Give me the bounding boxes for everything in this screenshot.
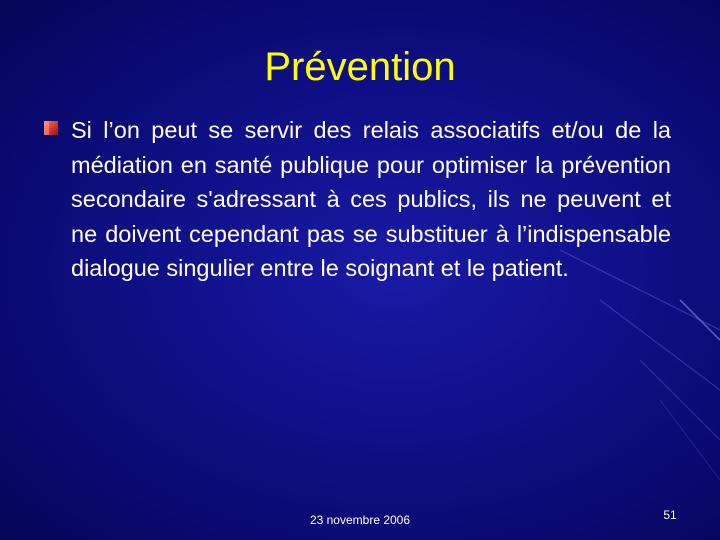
square-bullet-icon [44,121,58,135]
bullet-text: Si l’on peut se servir des relais associatifs et/ou de la médiation en santé publique pour optimiser la prévention secondaire s'adressant à ces publics, ils ne peuvent et ne doivent cependant pas se substituer à l’indispensable dialogue singulier entre le soignant et le patient. [71,117,671,281]
footer-date: 23 novembre 2006 [309,513,411,527]
slide-title: Prévention [264,45,456,89]
footer-page-number: 51 [663,508,677,522]
